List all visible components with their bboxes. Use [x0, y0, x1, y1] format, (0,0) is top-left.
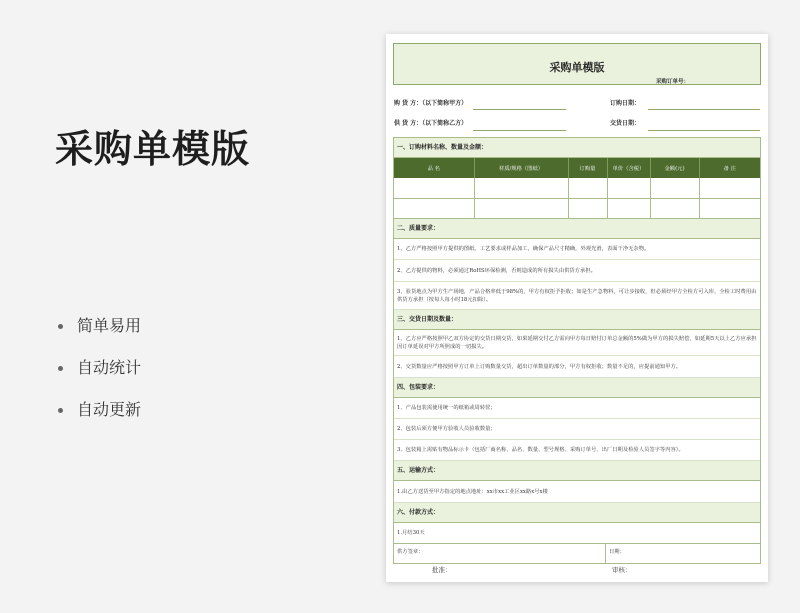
- clause-text: 1.由乙方送货至甲方指定的地点地址：xx市xx工业区xx路x号x楼: [394, 481, 760, 503]
- clause-text: 2、包装后须方便甲方验收人员验收数量；: [394, 419, 760, 440]
- feature-item: 自动统计: [55, 356, 141, 398]
- items-table: [394, 158, 760, 219]
- feature-list: [55, 314, 141, 440]
- buyer-field-line[interactable]: [473, 109, 566, 110]
- signature-row: [394, 543, 760, 563]
- section-heading: 二、质量要求：: [394, 219, 760, 239]
- clause-text: 2、乙方提供的物料，必须通过RoHS环保检测，否则造成的所有损失由供货方承担。: [394, 260, 760, 282]
- approve-label: 批准：: [432, 566, 452, 574]
- col-header: 单价（含税）: [607, 158, 650, 178]
- order-form: [393, 137, 761, 564]
- buyer-label: 购 货 方：（以下简称甲方）: [394, 100, 468, 107]
- supplier-signature-field[interactable]: [394, 544, 606, 563]
- table-cell[interactable]: [568, 178, 607, 198]
- hero-title: 采购单模版: [55, 127, 251, 171]
- table-cell[interactable]: [650, 178, 699, 198]
- table-cell[interactable]: [607, 178, 650, 198]
- col-header: 订购量: [568, 158, 607, 178]
- col-header: 备 注: [699, 158, 760, 178]
- clause-text: 1、产品包装需使用统一的纸箱或周转筐；: [394, 398, 760, 419]
- feature-item: 简单易用: [55, 314, 141, 356]
- clause-text: 3、验货地点为甲方生产场地，产品合格率低于98%的，甲方有权拒予拒收；如是生产急物料，可让步接收，但必须经甲方全检方可入库，全检工时费用由供货方承担（按每人每小时18元扣除）。: [394, 282, 760, 310]
- signature-date-field[interactable]: [606, 544, 760, 563]
- section-heading: 三、交货日期及数量：: [394, 310, 760, 330]
- document-header: [393, 43, 761, 85]
- table-cell[interactable]: [607, 198, 650, 218]
- order-number-label: 采购订单号：: [656, 79, 690, 85]
- supplier-label: 供 货 方：（以下简称乙方）: [394, 120, 468, 127]
- clause-text: 2、交货数量应严格按照甲方订单上订购数量交货，超出订单数量的部分，甲方有权拒收；数量不足的，应提前通知甲方。: [394, 356, 760, 378]
- items-table-header: [394, 158, 760, 178]
- feature-item: 自动更新: [55, 398, 141, 440]
- document-title: 采购单模版: [549, 61, 605, 74]
- section-heading: 五、运输方式：: [394, 461, 760, 481]
- order-date-label: 订购日期：: [610, 100, 641, 107]
- col-header: 品 名: [394, 158, 474, 178]
- supplier-field-line[interactable]: [473, 130, 566, 131]
- delivery-date-field-line[interactable]: [648, 130, 760, 131]
- clause-text: 1.月结30天: [397, 529, 425, 536]
- table-row: [394, 178, 760, 198]
- table-cell[interactable]: [394, 178, 474, 198]
- table-cell[interactable]: [474, 198, 568, 218]
- section-heading: 六、付款方式：: [394, 503, 760, 523]
- clause-text: 1、乙方严格按照甲方提供的图纸、工艺要求或样品加工，确保产品尺寸精确，外观光滑，表面干净无杂物。: [394, 239, 760, 260]
- table-cell[interactable]: [699, 178, 760, 198]
- col-header: 材质/规格（图纸）: [474, 158, 568, 178]
- table-cell[interactable]: [474, 178, 568, 198]
- supplier-signature-label: 供方签章：: [397, 548, 424, 555]
- delivery-date-label: 交货日期：: [610, 120, 641, 127]
- clause-text: 1、乙方应严格按照甲乙双方协定的交货日期交货，如果延期交付乙方需向甲方每日赔付订单总金额的5%做为甲方的损失赔偿，如延期5天以上乙方应承担因订单延误对甲方所照成的一切损失。: [394, 330, 760, 356]
- table-row: [394, 198, 760, 218]
- table-cell[interactable]: [568, 198, 607, 218]
- purchase-order-document: [386, 34, 768, 582]
- table-cell[interactable]: [394, 198, 474, 218]
- section-heading: 一、订购材料名称、数量及金额：: [394, 138, 760, 158]
- review-label: 审核：: [612, 566, 632, 574]
- col-header: 金额(元): [650, 158, 699, 178]
- section-heading: 四、包装要求：: [394, 378, 760, 398]
- signature-date-label: 日期：: [609, 548, 625, 555]
- clause-text: 3、包装箱上需贴有物品标示卡（包括厂商名称、品名、数量、型号规格、采购订单号、出厂日期及检验人员签字等内容）。: [394, 440, 760, 461]
- table-cell[interactable]: [699, 198, 760, 218]
- order-date-field-line[interactable]: [648, 109, 760, 110]
- table-cell[interactable]: [650, 198, 699, 218]
